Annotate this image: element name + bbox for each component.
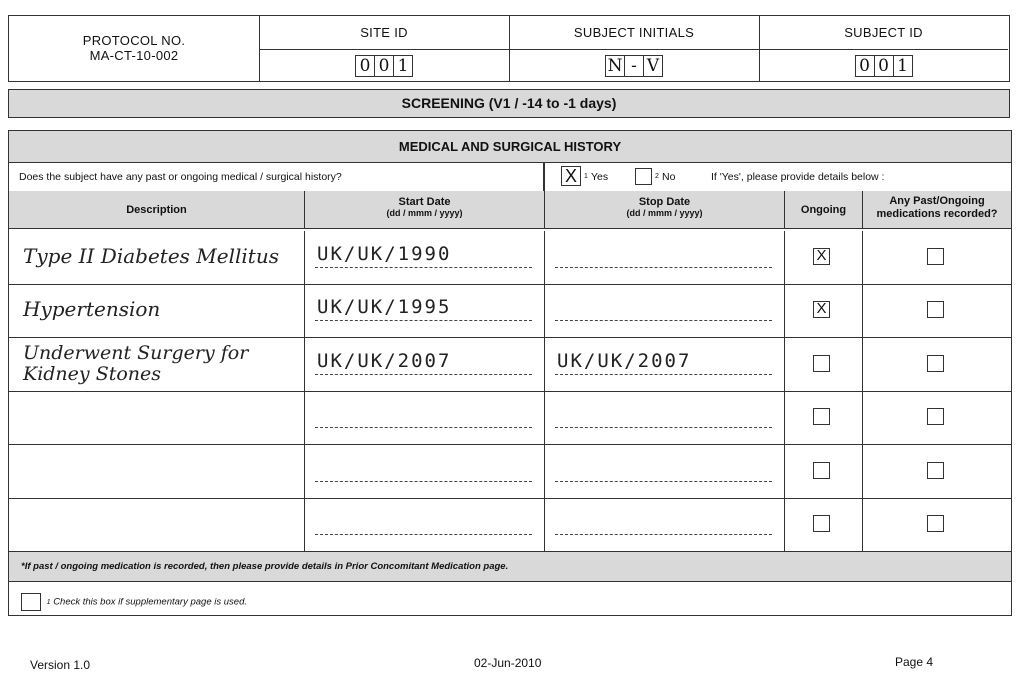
subject-digit: 0 bbox=[875, 56, 894, 76]
table-row bbox=[9, 231, 1011, 285]
initials-char: V bbox=[646, 56, 660, 76]
medications-checkbox[interactable] bbox=[927, 462, 944, 479]
initials-cell bbox=[509, 16, 760, 81]
no-checkbox[interactable] bbox=[635, 168, 652, 185]
site-id-field[interactable] bbox=[355, 55, 413, 77]
table-row bbox=[9, 498, 1011, 552]
medications-checkbox[interactable] bbox=[927, 408, 944, 425]
site-digit: 0 bbox=[375, 56, 394, 76]
yes-instruction: If 'Yes', please provide details below : bbox=[711, 171, 885, 183]
yes-checkbox[interactable]: X bbox=[561, 166, 581, 186]
description-cell[interactable]: Underwent Surgery for Kidney Stones bbox=[9, 338, 305, 391]
protocol-label: PROTOCOL NO. bbox=[82, 33, 186, 48]
site-digit: 0 bbox=[356, 56, 375, 76]
visit-title: SCREENING (V1 / -14 to -1 days) bbox=[8, 89, 1010, 118]
yes-code: 1 bbox=[584, 173, 588, 180]
ongoing-cell bbox=[785, 284, 863, 337]
start-date-cell[interactable] bbox=[305, 498, 545, 551]
medications-checkbox[interactable] bbox=[927, 248, 944, 265]
description-cell[interactable] bbox=[9, 445, 305, 498]
medications-checkbox[interactable] bbox=[927, 515, 944, 532]
ongoing-cell bbox=[785, 498, 863, 551]
supplementary-checkbox[interactable] bbox=[21, 593, 41, 611]
initials-char: N bbox=[606, 56, 625, 76]
protocol-value: MA-CT-10-002 bbox=[89, 48, 179, 63]
medications-cell bbox=[863, 338, 1011, 391]
footer-version: Version 1.0 bbox=[30, 658, 91, 672]
col-stop-date bbox=[545, 191, 785, 229]
stop-date-cell[interactable] bbox=[545, 445, 785, 498]
subject-id-field[interactable] bbox=[855, 55, 913, 77]
col-start-date bbox=[305, 191, 545, 229]
stop-date-cell[interactable] bbox=[545, 391, 785, 444]
medications-checkbox[interactable] bbox=[927, 301, 944, 318]
ongoing-cell bbox=[785, 391, 863, 444]
question-row bbox=[9, 162, 1011, 193]
yes-label: Yes bbox=[591, 171, 609, 183]
table-row bbox=[9, 338, 1011, 392]
initials-label: SUBJECT INITIALS bbox=[573, 25, 695, 40]
stop-date-cell[interactable] bbox=[545, 284, 785, 337]
question-text: Does the subject have any past or ongoing medical / surgical history? bbox=[19, 171, 342, 183]
medications-cell bbox=[863, 284, 1011, 337]
ongoing-checkbox[interactable] bbox=[813, 408, 830, 425]
ongoing-cell bbox=[785, 231, 863, 284]
start-date-cell[interactable] bbox=[305, 338, 545, 391]
col-stop-label: Stop Date bbox=[638, 196, 691, 208]
site-label: SITE ID bbox=[360, 25, 408, 40]
site-digit: 1 bbox=[397, 56, 409, 76]
site-cell bbox=[259, 16, 510, 81]
medications-cell bbox=[863, 498, 1011, 551]
subject-label: SUBJECT ID bbox=[844, 25, 923, 40]
medications-checkbox[interactable] bbox=[927, 355, 944, 372]
medications-cell bbox=[863, 391, 1011, 444]
description-cell[interactable] bbox=[9, 498, 305, 551]
initials-char: - bbox=[625, 56, 644, 76]
col-stop-format: (dd / mmm / yyyy) bbox=[626, 208, 703, 218]
footnote: *If past / ongoing medication is recorded, then please provide details in Prior Concomitant Medication page. bbox=[9, 551, 1011, 582]
ongoing-checkbox[interactable]: X bbox=[813, 301, 830, 318]
col-ongoing: Ongoing bbox=[785, 191, 863, 229]
start-date-value: UK/UK/1995 bbox=[317, 296, 452, 318]
stop-date-value: UK/UK/2007 bbox=[557, 350, 692, 372]
medications-cell bbox=[863, 231, 1011, 284]
start-date-cell[interactable] bbox=[305, 391, 545, 444]
stop-date-cell[interactable] bbox=[545, 231, 785, 284]
col-medications: Any Past/Ongoing medications recorded? bbox=[863, 191, 1011, 229]
col-start-format: (dd / mmm / yyyy) bbox=[386, 208, 463, 218]
ongoing-checkbox[interactable] bbox=[813, 515, 830, 532]
col-description: Description bbox=[9, 191, 305, 229]
start-date-value: UK/UK/2007 bbox=[317, 350, 452, 372]
supplementary-code: 1 bbox=[46, 598, 51, 606]
protocol-cell bbox=[9, 16, 260, 81]
footer-date: 02-Jun-2010 bbox=[474, 656, 542, 670]
start-date-value: UK/UK/1990 bbox=[317, 243, 452, 265]
description-cell[interactable]: Hypertension bbox=[9, 284, 305, 337]
col-start-label: Start Date bbox=[398, 196, 451, 208]
ongoing-cell bbox=[785, 445, 863, 498]
ongoing-checkbox[interactable]: X bbox=[813, 248, 830, 265]
start-date-cell[interactable] bbox=[305, 445, 545, 498]
description-cell[interactable]: Type II Diabetes Mellitus bbox=[9, 231, 305, 284]
stop-date-cell[interactable] bbox=[545, 338, 785, 391]
description-cell[interactable] bbox=[9, 391, 305, 444]
start-date-cell[interactable] bbox=[305, 231, 545, 284]
medical-history-table bbox=[8, 130, 1012, 616]
no-code: 2 bbox=[655, 173, 659, 180]
subject-cell bbox=[759, 16, 1008, 81]
ongoing-checkbox[interactable] bbox=[813, 462, 830, 479]
footer-page: Page 4 bbox=[895, 655, 934, 669]
initials-field[interactable] bbox=[605, 55, 663, 77]
ongoing-cell bbox=[785, 338, 863, 391]
header-table bbox=[8, 15, 1010, 82]
subject-digit: 0 bbox=[856, 56, 875, 76]
supplementary-text: Check this box if supplementary page is used. bbox=[53, 596, 247, 608]
stop-date-cell[interactable] bbox=[545, 498, 785, 551]
supplementary-row bbox=[21, 593, 247, 611]
ongoing-checkbox[interactable] bbox=[813, 355, 830, 372]
start-date-cell[interactable] bbox=[305, 284, 545, 337]
section-title: MEDICAL AND SURGICAL HISTORY bbox=[9, 131, 1011, 162]
table-row bbox=[9, 284, 1011, 338]
table-row bbox=[9, 391, 1011, 445]
table-row bbox=[9, 445, 1011, 499]
subject-digit: 1 bbox=[897, 56, 908, 76]
no-label: No bbox=[662, 171, 676, 183]
medications-cell bbox=[863, 445, 1011, 498]
